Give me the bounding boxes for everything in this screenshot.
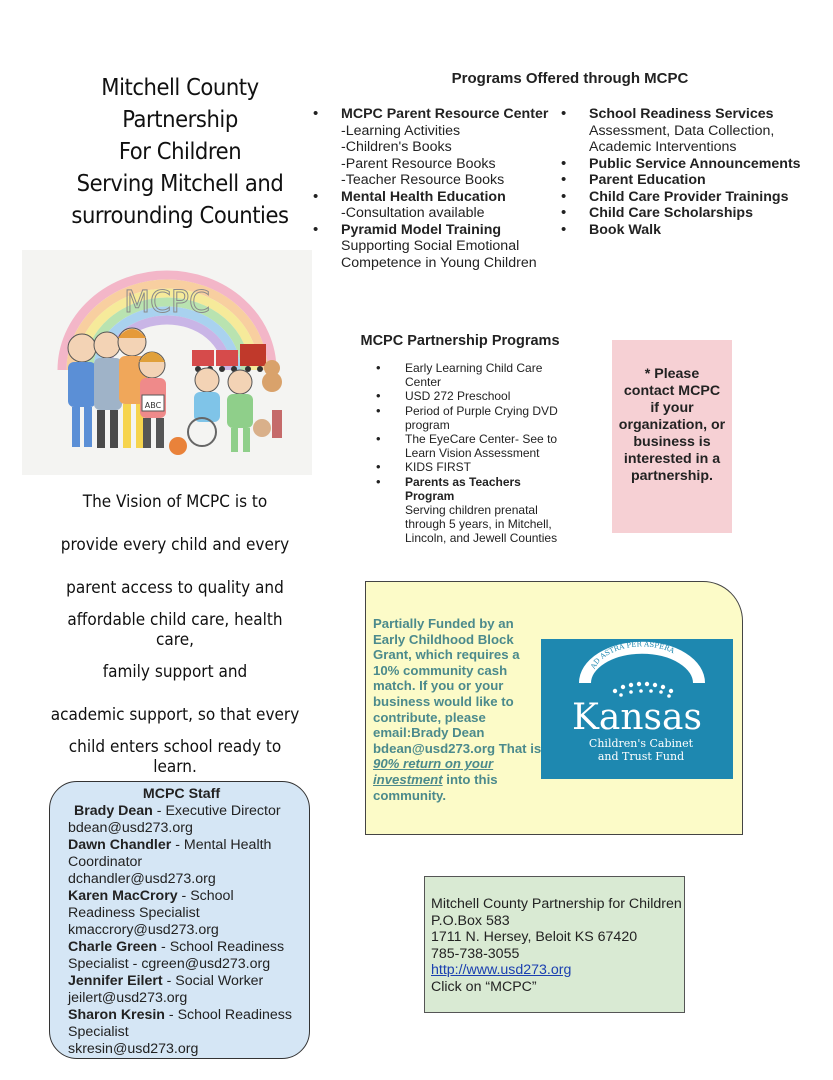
program-detail: -Parent Resource Books — [341, 155, 496, 172]
staff-name: Dawn Chandler — [68, 837, 172, 853]
children-rainbow-illustration — [22, 250, 312, 475]
program-label: School Readiness Services — [589, 106, 774, 122]
website-link[interactable]: http://www.usd273.org — [431, 962, 572, 979]
contact-note: Click on “MCPC” — [431, 978, 537, 995]
vision-statement — [35, 492, 315, 777]
kansas-childrens-cabinet-logo — [541, 639, 733, 779]
program-item — [313, 222, 553, 272]
page-title — [40, 72, 320, 232]
programs-list-right — [561, 106, 826, 238]
program-label: MCPC Parent Resource Center — [341, 106, 549, 122]
partnership-contact-callout: * Please contact MCPC if your organization, or business is interested in a partnership. — [612, 340, 732, 533]
staff-name: Charle Green — [68, 939, 158, 955]
program-item — [561, 205, 826, 222]
program-detail: -Teacher Resource Books — [341, 172, 505, 188]
partnership-item: • Period of Purple Crying DVD program — [376, 404, 566, 432]
staff-role: - Executive Director — [152, 803, 281, 819]
program-detail: -Learning Activities — [341, 122, 461, 139]
title-line: For Children — [118, 139, 242, 165]
staff-member — [68, 803, 295, 820]
program-label: Parent Education — [589, 172, 706, 188]
partnership-item: • Early Learning Child Care Center — [376, 361, 566, 389]
program-item — [561, 222, 826, 239]
partnership-item-label: Parents as Teachers Program — [405, 474, 521, 503]
program-detail: Assessment, Data Collection, Academic Interventions — [589, 122, 775, 155]
vision-line: academic support, so that every — [50, 705, 300, 725]
partnership-title: MCPC Partnership Programs — [360, 333, 560, 349]
program-item — [561, 189, 826, 206]
partnership-list — [376, 361, 566, 546]
staff-member — [68, 888, 295, 922]
funding-text — [373, 616, 543, 803]
logo-sub2: and Trust Fund — [597, 750, 685, 763]
program-item — [313, 106, 553, 189]
staff-email: jeilert@usd273.org — [68, 990, 188, 1006]
staff-email: bdean@usd273.org — [68, 820, 193, 836]
partnership-item: • The EyeCare Center- See to Learn Vision Assessment — [376, 432, 566, 460]
program-item — [561, 156, 826, 173]
logo-sub1: Children's Cabinet — [588, 737, 694, 750]
title-line: Partnership — [122, 107, 238, 133]
staff-box — [49, 781, 310, 1059]
program-detail: -Consultation available — [341, 205, 485, 221]
contact-org: Mitchell County Partnership for Children — [431, 896, 682, 912]
logo-name: Kansas — [572, 697, 702, 738]
title-line: surrounding Counties — [71, 203, 289, 229]
return-on-investment-text: 90% return on your investment — [373, 756, 494, 787]
vision-line: The Vision of MCPC is to — [82, 492, 268, 512]
staff-name: Jennifer Eilert — [68, 973, 163, 989]
program-label: Book Walk — [589, 221, 661, 238]
abc-block-text: ABC — [144, 401, 162, 410]
program-label: Mental Health Education — [341, 188, 506, 205]
program-label: Pyramid Model Training — [341, 221, 502, 238]
staff-email: kmaccrory@usd273.org — [68, 922, 219, 938]
partnership-item-detail: Serving children prenatal through 5 years, in Mitchell, Lincoln, and Jewell Counties — [405, 503, 558, 546]
staff-role: - School Readiness Specialist — [68, 888, 234, 921]
funding-text-main: Partially Funded by an Early Childhood Block Grant, which requires a 10% community cash match. If you or your business would like to contribute, please email:Brady Dean bdean@usd273.org That is — [373, 616, 542, 756]
staff-role: - Social Worker — [162, 973, 264, 989]
staff-email: dchandler@usd273.org — [68, 871, 216, 887]
rainbow-mcpc-text: MCPC — [124, 285, 210, 320]
contact-pobox: P.O.Box 583 — [431, 912, 510, 929]
staff-member — [68, 973, 295, 990]
staff-role: - Mental Health Coordinator — [68, 837, 272, 870]
program-item — [313, 189, 553, 222]
staff-member — [68, 837, 295, 871]
staff-name: Brady Dean — [74, 803, 153, 819]
programs-list-left — [313, 106, 553, 271]
staff-member — [68, 939, 295, 973]
teddy-bear — [262, 360, 282, 392]
partnership-item — [376, 475, 566, 546]
logo-motto: AD ASTRA PER ASPERA — [589, 640, 676, 671]
staff-role: - School Readiness Specialist — [68, 1007, 292, 1040]
program-label: Public Service Announcements — [589, 155, 801, 172]
program-item — [561, 106, 826, 156]
staff-name: Sharon Kresin — [68, 1007, 165, 1023]
program-item — [561, 172, 826, 189]
vision-line: affordable child care, health care, — [67, 610, 283, 650]
partnership-item: • KIDS FIRST — [376, 460, 566, 474]
program-detail: Supporting Social Emotional Competence in Young Children — [341, 238, 537, 271]
contact-box — [424, 876, 685, 1013]
staff-heading: MCPC Staff — [142, 786, 221, 802]
vision-line: provide every child and every — [60, 535, 290, 555]
program-label: Child Care Scholarships — [589, 205, 753, 221]
kansas-logo-graphic — [541, 639, 733, 779]
program-label: Child Care Provider Trainings — [589, 188, 789, 205]
staff-email: skresin@usd273.org — [68, 1041, 199, 1057]
staff-role: - School Readiness Specialist - cgreen@usd273.org — [68, 939, 285, 972]
contact-address: 1711 N. Hersey, Beloit KS 67420 — [431, 929, 638, 946]
programs-title: Programs Offered through MCPC — [451, 70, 689, 87]
title-line: Serving Mitchell and — [76, 171, 284, 197]
staff-member — [68, 1007, 295, 1041]
illustration-graphic — [22, 250, 312, 475]
partnership-item: • USD 272 Preschool — [376, 389, 566, 403]
vision-line: parent access to quality and — [66, 578, 284, 598]
funding-text-end: into this community. — [373, 771, 498, 803]
title-line: Mitchell County — [101, 75, 259, 101]
staff-name: Karen MacCrory — [68, 888, 178, 904]
program-detail: -Children's Books — [341, 139, 452, 155]
contact-phone: 785-738-3055 — [431, 945, 520, 962]
vision-line: child enters school ready to learn. — [68, 737, 282, 777]
vision-line: family support and — [102, 662, 248, 682]
